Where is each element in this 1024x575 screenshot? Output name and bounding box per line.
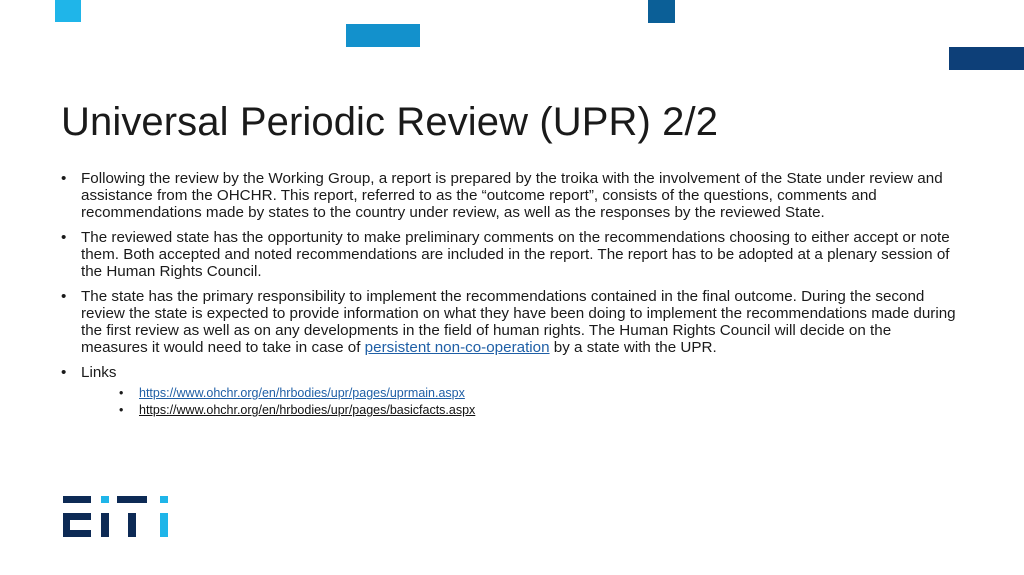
decorative-block-4 — [949, 47, 1024, 70]
bullet-text-end: by a state with the UPR. — [549, 339, 717, 356]
sub-bullet-icon: • — [119, 403, 124, 417]
bullet-text: Links — [81, 364, 117, 381]
bullet-icon: • — [61, 170, 67, 187]
bullet-text: The reviewed state has the opportunity to make preliminary comments on the recommendations choosing to either accept or note them. Both accepted and noted recommendations are included in the report. The report has to be adopted at a plenary session of the Human Rights Council. — [81, 229, 950, 280]
basicfacts-link[interactable]: https://www.ohchr.org/en/hrbodies/upr/pages/basicfacts.aspx — [139, 403, 476, 417]
decorative-block-3 — [648, 0, 675, 23]
link-item-basicfacts — [81, 402, 961, 419]
bullet-icon: • — [61, 364, 67, 381]
sub-bullet-icon: • — [119, 386, 124, 400]
slide-content — [61, 170, 961, 427]
bullet-item-preliminary-comments — [61, 229, 961, 280]
non-cooperation-link[interactable]: persistent non-co-operation — [364, 339, 550, 356]
link-item-uprmain — [81, 385, 961, 402]
bullet-icon: • — [61, 229, 67, 246]
eiti-logo — [63, 496, 173, 538]
bullet-item-links — [61, 364, 961, 419]
bullet-text: Following the review by the Working Group, a report is prepared by the troika with the involvement of the State under review and assistance from the OHCHR. This report, referred to as the “outcome report”, consists of the questions, comments and recommendations made by states to the country under review, as well as the responses by the reviewed State. — [81, 170, 943, 221]
uprmain-link[interactable]: https://www.ohchr.org/en/hrbodies/upr/pages/uprmain.aspx — [139, 386, 465, 400]
slide-title: Universal Periodic Review (UPR) 2/2 — [61, 100, 719, 144]
bullet-item-responsibility — [61, 288, 961, 356]
bullet-item-outcome-report — [61, 170, 961, 221]
bullet-text-start: The state has the primary responsibility to implement the recommendations contained in the final outcome. During the second review the state is expected to provide information on what they have been doing to implement the recommendations made during the first review as well as on any developments in the field of human rights. The Human Rights Council will decide on the measures it would need to take in case of — [81, 288, 956, 356]
decorative-block-2 — [346, 24, 420, 47]
decorative-block-1 — [55, 0, 81, 22]
eiti-logo-icon — [63, 496, 173, 538]
links-list — [81, 385, 961, 419]
bullet-icon: • — [61, 288, 67, 305]
